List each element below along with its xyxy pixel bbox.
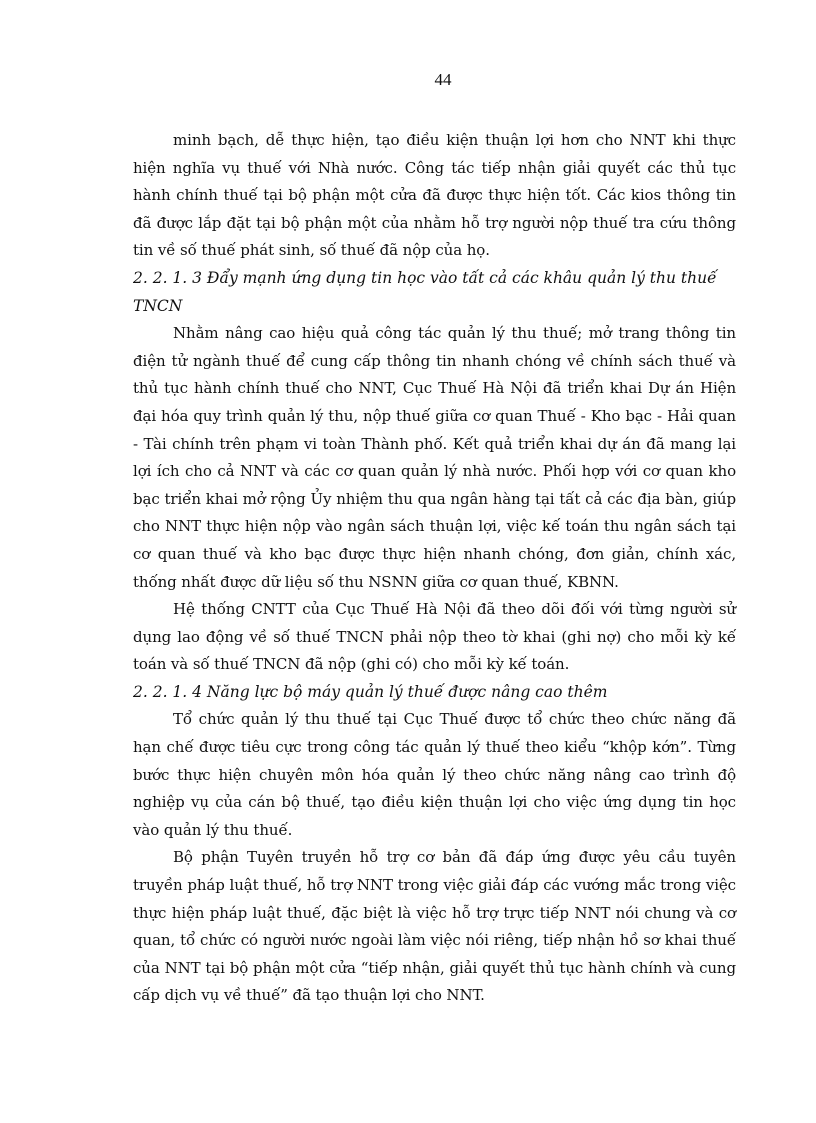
document-body <box>133 127 736 1010</box>
paragraph-organization: Tổ chức quản lý thu thuế tại Cục Thuế được tổ chức theo chức năng đã hạn chế được tiêu cực trong công tác quản lý thuế theo kiểu “khộp kớn”. Từng bước thực hiện chuyên môn hóa quản lý theo chức năng nâng cao trình độ nghiệp vụ của cán bộ thuế, tạo điều kiện thuận lợi cho việc ứng dụng tin học vào quản lý thu thuế. <box>133 710 736 839</box>
section-heading-2-2-1-3: 2. 2. 1. 3 Đẩy mạnh ứng dụng tin học vào tất cả các khâu quản lý thu thuế TNCN <box>133 268 717 315</box>
paragraph-it-application: Nhằm nâng cao hiệu quả công tác quản lý thu thuế; mở trang thông tin điện tử ngành thuế để cung cấp thông tin nhanh chóng về chính sách thuế và thủ tục hành chính thuế cho NNT, Cục Thuế Hà Nội đã triển khai Dự án Hiện đại hóa quy trình quản lý thu, nộp thuế giữa cơ quan Thuế - Kho bạc - Hải quan - Tài chính trên phạm vi toàn Thành phố. Kết quả triển khai dự án đã mang lại lợi ích cho cả NNT và các cơ quan quản lý nhà nước. Phối hợp với cơ quan kho bạc triển khai mở rộng Ủy nhiệm thu qua ngân hàng tại tất cả các địa bàn, giúp cho NNT thực hiện nộp vào ngân sách thuận lợi, việc kế toán thu ngân sách tại cơ quan thuế và kho bạc được thực hiện nhanh chóng, đơn giản, chính xác, thống nhất được dữ liệu số thu NSNN giữa cơ quan thuế, KBNN. <box>133 324 736 591</box>
paragraph-it-system: Hệ thống CNTT của Cục Thuế Hà Nội đã theo dõi đối với từng người sử dụng lao động về số thuế TNCN phải nộp theo tờ khai (ghi nợ) cho mỗi kỳ kế toán và số thuế TNCN đã nộp (ghi có) cho mỗi kỳ kế toán. <box>133 600 736 674</box>
paragraph-propaganda-support: Bộ phận Tuyên truyền hỗ trợ cơ bản đã đáp ứng được yêu cầu tuyên truyền pháp luật thuế, hỗ trợ NNT trong việc giải đáp các vướng mắc trong việc thực hiện pháp luật thuế, đặc biệt là việc hỗ trợ trực tiếp NNT nói chung và cơ quan, tổ chức có người nước ngoài làm việc nói riêng, tiếp nhận hồ sơ khai thuế của NNT tại bộ phận một cửa “tiếp nhận, giải quyết thủ tục hành chính và cung cấp dịch vụ về thuế” đã tạo thuận lợi cho NNT. <box>133 848 736 1005</box>
page-number: 44 <box>434 70 452 89</box>
paragraph-intro-continuation: minh bạch, dễ thực hiện, tạo điều kiện thuận lợi hơn cho NNT khi thực hiện nghĩa vụ thuế với Nhà nước. Công tác tiếp nhận giải quyết các thủ tục hành chính thuế tại bộ phận một cửa đã được thực hiện tốt. Các kios thông tin đã được lắp đặt tại bộ phận một của nhằm hỗ trợ người nộp thuế tra cứu thông tin về số thuế phát sinh, số thuế đã nộp của họ. <box>133 131 736 260</box>
section-heading-2-2-1-4: 2. 2. 1. 4 Năng lực bộ máy quản lý thuế được nâng cao thêm <box>133 682 608 701</box>
